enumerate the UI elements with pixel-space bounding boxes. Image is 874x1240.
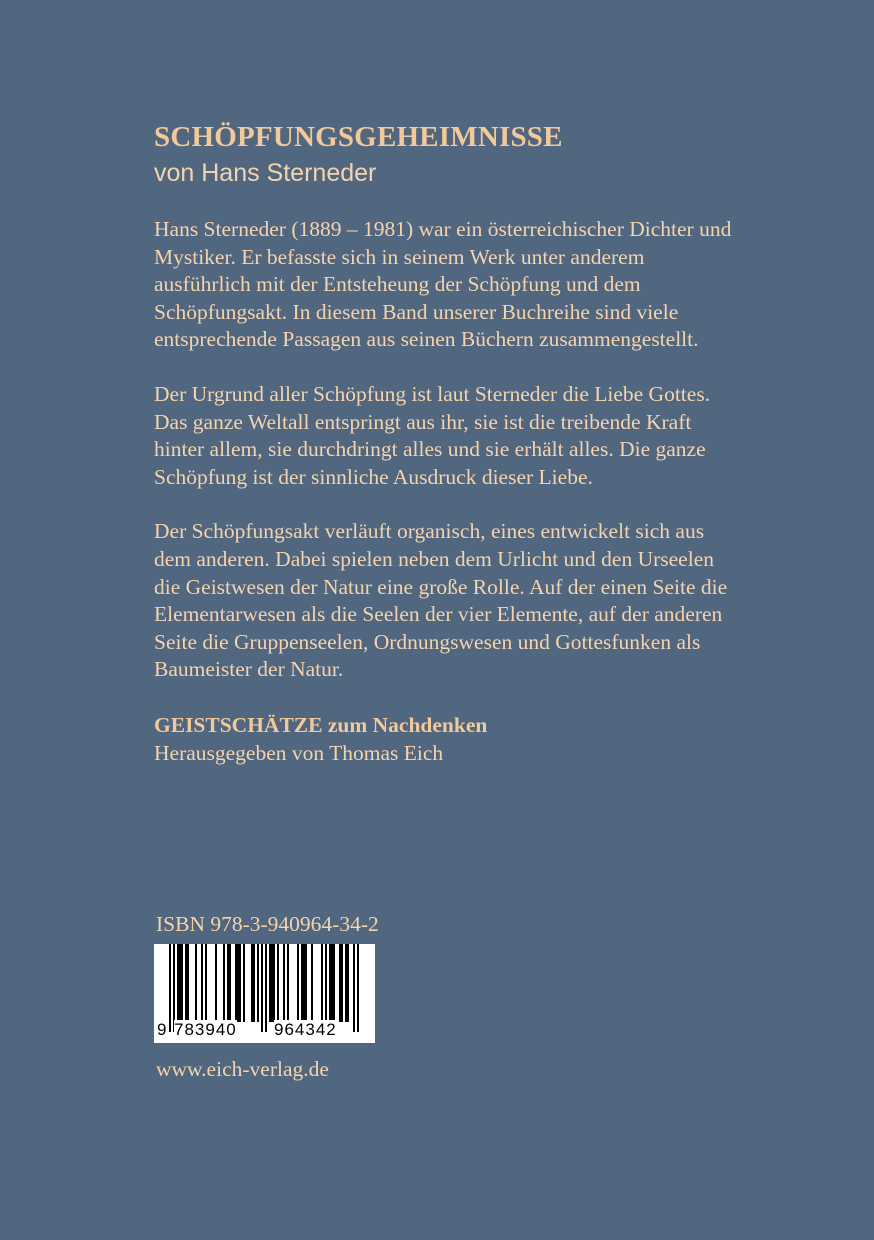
barcode-bar — [311, 944, 313, 1022]
barcode-bar — [201, 944, 203, 1022]
barcode-bar — [301, 944, 303, 1022]
book-title: SCHÖPFUNGSGEHEIMNISSE — [154, 121, 563, 153]
barcode-digits — [154, 1020, 375, 1042]
barcode-bar — [215, 944, 217, 1022]
series-name: GEISTSCHÄTZE zum Nachdenken — [154, 712, 488, 737]
isbn-number: ISBN 978-3-940964-34-2 — [156, 912, 379, 936]
barcode-bar — [181, 944, 183, 1022]
barcode-bar — [325, 944, 327, 1022]
barcode-bar — [339, 944, 341, 1022]
barcode-bar — [277, 944, 279, 1022]
barcode-bar — [345, 944, 347, 1022]
barcode-bar — [187, 944, 189, 1022]
barcode-bar — [177, 944, 179, 1022]
barcode-guard-bar — [261, 944, 263, 1032]
back-cover-content — [154, 118, 734, 767]
barcode-lead-digit: 9 — [157, 1020, 168, 1039]
barcode-bar — [227, 944, 229, 1022]
barcode-guard-bar — [357, 944, 359, 1032]
barcode-bar — [271, 944, 273, 1022]
barcode-bar — [179, 944, 181, 1022]
barcode-bar — [331, 944, 333, 1022]
barcode-guard-bar — [353, 944, 355, 1032]
barcode-left-digits: 783940 — [174, 1020, 237, 1039]
barcode-bar — [269, 944, 271, 1022]
barcode-bar — [273, 944, 275, 1022]
barcode-bar — [251, 944, 253, 1022]
publisher-website[interactable]: www.eich-verlag.de — [156, 1057, 329, 1081]
isbn-barcode — [154, 944, 375, 1043]
barcode-bar — [287, 944, 289, 1022]
barcode-bar — [239, 944, 241, 1022]
barcode-bar — [185, 944, 187, 1022]
barcode-bar — [195, 944, 197, 1022]
barcode-bar — [329, 944, 331, 1022]
series-editor: Herausgegeben von Thomas Eich — [154, 740, 444, 765]
barcode-right-digits: 964342 — [274, 1020, 337, 1039]
book-description — [154, 216, 734, 684]
barcode-bar — [305, 944, 307, 1022]
barcode-bar — [223, 944, 225, 1022]
barcode-bar — [243, 944, 245, 1022]
barcode-bar — [297, 944, 299, 1022]
barcode-bar — [229, 944, 231, 1022]
barcode-bar — [257, 944, 259, 1022]
barcode-bar — [235, 944, 237, 1022]
barcode-bar — [347, 944, 349, 1022]
barcode-bar — [321, 944, 323, 1022]
description-paragraph: Der Schöpfungsakt verläuft organisch, eines entwickelt sich aus dem anderen. Dabei spielen neben dem Urlicht und den Urseelen die Geistwesen der Natur eine große Rolle. Auf der einen Seite die Elementarwesen als die Seelen der vier Elemente, auf der anderen Seite die Gruppenseelen, Ordnungswesen und Gottesfunken als Baumeister der Natur. — [154, 519, 728, 682]
author-line: von Hans Sterneder — [154, 159, 377, 187]
barcode-bar — [253, 944, 255, 1022]
barcode-guard-bar — [265, 944, 267, 1032]
barcode-bar — [205, 944, 207, 1022]
barcode-guard-bar — [173, 944, 175, 1032]
barcode-bar — [283, 944, 285, 1022]
barcode-bar — [237, 944, 239, 1022]
barcode-guard-bar — [169, 944, 171, 1032]
barcode-bar — [303, 944, 305, 1022]
barcode-bar — [341, 944, 343, 1022]
barcode-bar — [333, 944, 335, 1022]
description-paragraph: Der Urgrund aller Schöpfung ist laut Sterneder die Liebe Gottes. Das ganze Weltall entspringt aus ihr, sie ist die treibende Kraft hinter allem, sie durchdringt alles und sie erhält alles. Die ganze Schöpfung ist der sinnliche Ausdruck dieser Liebe. — [154, 381, 711, 489]
description-paragraph: Hans Sterneder (1889 – 1981) war ein österreichischer Dichter und Mystiker. Er befasste sich in seinem Werk unter anderem ausführlich mit der Entsteheung der Schöpfung und dem Schöpfungsakt. In diesem Band unserer Buchreihe sind viele entsprechende Passagen aus seinen Büchern zusammengestellt. — [154, 217, 732, 352]
